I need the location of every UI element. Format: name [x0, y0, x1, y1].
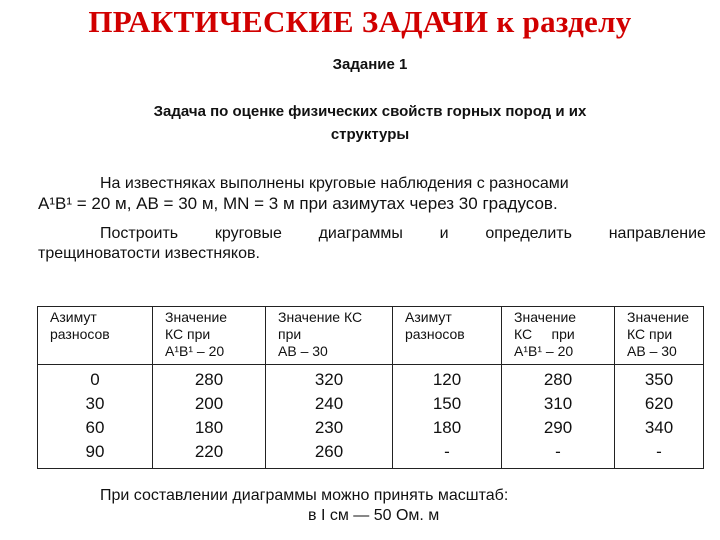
table-cell: 30: [38, 392, 153, 416]
table-cell: 0: [38, 365, 153, 393]
slide-title: ПРАКТИЧЕСКИЕ ЗАДАЧИ к разделу: [88, 4, 632, 39]
table-cell: 280: [502, 365, 615, 393]
header-cell: Азимут разносов: [38, 307, 153, 365]
table-cell: 290: [502, 416, 615, 440]
task-subtitle: [110, 100, 630, 146]
table-cell: 350: [615, 365, 704, 393]
measurements-table: [37, 306, 704, 469]
conditions-line-1: На известняках выполнены круговые наблюдения с разносами: [100, 175, 569, 192]
instruction-word: круговые: [214, 225, 282, 242]
table-cell: 90: [38, 440, 153, 469]
conditions-line-2: A¹B¹ = 20 м, AB = 30 м, MN = 3 м при азимутах через 30 градусов.: [38, 194, 558, 213]
instruction-word: направление: [608, 225, 706, 242]
table-row: [38, 365, 704, 393]
table-cell: 240: [266, 392, 393, 416]
table-cell: -: [502, 440, 615, 469]
task-heading: Задание 1: [332, 56, 408, 73]
instruction-line-1: [38, 224, 706, 244]
table-cell: 620: [615, 392, 704, 416]
table-cell: 120: [393, 365, 502, 393]
table-cell: 280: [153, 365, 266, 393]
instruction-line-2: трещиноватости известняков.: [38, 245, 260, 262]
table-cell: 180: [153, 416, 266, 440]
scale-note-line-1: При составлении диаграммы можно принять масштаб:: [100, 487, 509, 504]
task-instruction-paragraph: [38, 224, 706, 264]
table-cell: 320: [266, 365, 393, 393]
instruction-word: Построить: [100, 225, 179, 242]
table-row: [38, 416, 704, 440]
header-cell: Значение КС при AB – 30: [266, 307, 393, 365]
scale-note: [100, 486, 508, 526]
table-cell: 260: [266, 440, 393, 469]
instruction-word: и: [439, 225, 449, 242]
task-conditions-paragraph: [38, 174, 706, 214]
header-cell: Значение КС при A¹B¹ – 20: [502, 307, 615, 365]
table-cell: -: [615, 440, 704, 469]
table-header-row: [38, 307, 704, 365]
table-cell: 180: [393, 416, 502, 440]
table-cell: 340: [615, 416, 704, 440]
table-cell: -: [393, 440, 502, 469]
table-cell: 200: [153, 392, 266, 416]
task-subtitle-line-2: структуры: [330, 126, 410, 143]
scale-note-line-2: в I см — 50 Ом. м: [308, 507, 440, 524]
instruction-word: диаграммы: [318, 225, 403, 242]
instruction-word: определить: [485, 225, 572, 242]
header-cell: Значение КС при AB – 30: [615, 307, 704, 365]
table-cell: 220: [153, 440, 266, 469]
table-cell: 310: [502, 392, 615, 416]
table-cell: 230: [266, 416, 393, 440]
table-row: [38, 440, 704, 469]
table-cell: 60: [38, 416, 153, 440]
table-row: [38, 392, 704, 416]
task-subtitle-line-1: Задача по оценке физических свойств горных пород и их: [153, 103, 587, 120]
table-cell: 150: [393, 392, 502, 416]
header-cell: Значение КС при A¹B¹ – 20: [153, 307, 266, 365]
header-cell: Азимут разносов: [393, 307, 502, 365]
